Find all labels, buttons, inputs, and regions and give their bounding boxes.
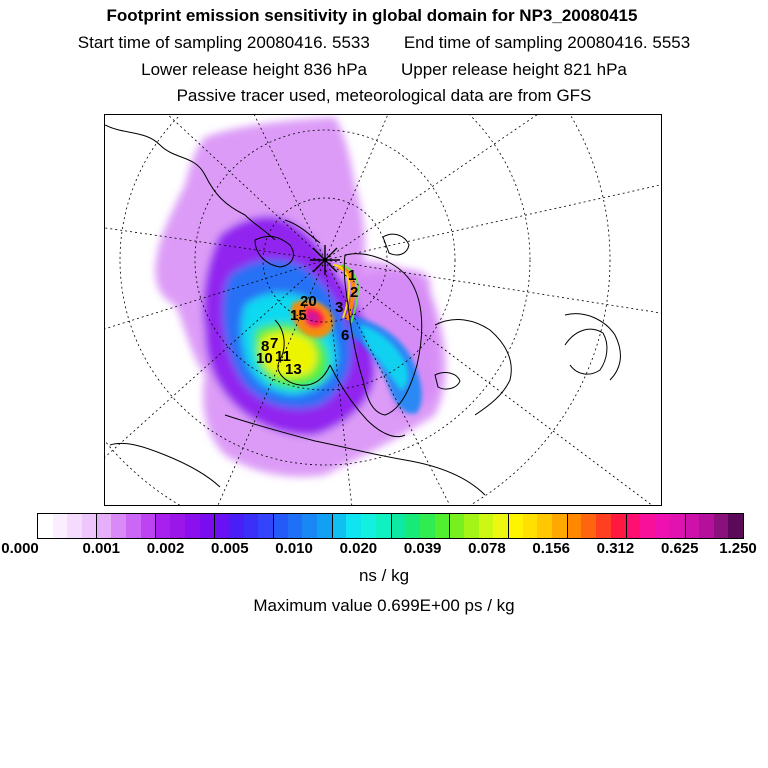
- colorbar-cell: [53, 514, 68, 538]
- trajectory-label: 2: [350, 284, 359, 301]
- colorbar-separator: [567, 514, 568, 538]
- colorbar-tick-label: 0.010: [275, 540, 313, 557]
- colorbar-cell: [111, 514, 126, 538]
- colorbar-tick-label: 0.005: [211, 540, 249, 557]
- colorbar-separator: [685, 514, 686, 538]
- colorbar-cell: [376, 514, 391, 538]
- release-point-marker: [310, 245, 340, 275]
- colorbar-cell: [200, 514, 215, 538]
- colorbar-cell: [523, 514, 538, 538]
- colorbar-cell: [449, 514, 464, 538]
- colorbar-cell: [626, 514, 641, 538]
- colorbar-tick-label: 0.156: [532, 540, 570, 557]
- trajectory-label: 7: [270, 335, 279, 352]
- sampling-times: [0, 33, 768, 53]
- colorbar-tick-label: 0.039: [403, 540, 442, 557]
- colorbar-cell: [82, 514, 97, 538]
- colorbar-cell: [567, 514, 582, 538]
- colorbar-cell: [479, 514, 494, 538]
- colorbar-cell: [699, 514, 714, 538]
- colorbar-cell: [464, 514, 479, 538]
- colorbar-cell: [684, 514, 699, 538]
- colorbar-cell: [714, 514, 729, 538]
- colorbar-separator: [508, 514, 509, 538]
- colorbar-separator: [626, 514, 627, 538]
- colorbar-cell: [728, 514, 743, 538]
- trajectory-label: 6: [341, 327, 350, 344]
- colorbar-cell: [317, 514, 332, 538]
- colorbar-cell: [391, 514, 406, 538]
- colorbar-cell: [97, 514, 112, 538]
- colorbar-separator: [155, 514, 156, 538]
- colorbar-cell: [581, 514, 596, 538]
- colorbar-cell: [141, 514, 156, 538]
- colorbar-cell: [537, 514, 552, 538]
- release-heights: [0, 60, 768, 80]
- trajectory-label: 1: [348, 267, 357, 284]
- colorbar-cell: [170, 514, 185, 538]
- colorbar-cell: [435, 514, 450, 538]
- colorbar-cell: [126, 514, 141, 538]
- trajectory-label: 13: [285, 361, 302, 378]
- colorbar-cell: [156, 514, 171, 538]
- map-canvas: [105, 115, 662, 506]
- coastline-scandinavia: [565, 329, 607, 374]
- lower-release-height: Lower release height 836 hPa: [141, 60, 367, 79]
- colorbar-cell: [229, 514, 244, 538]
- colorbar-cell: [185, 514, 200, 538]
- trajectory-label: 20: [300, 293, 317, 310]
- colorbar-cell: [611, 514, 626, 538]
- colorbar-separator: [391, 514, 392, 538]
- colorbar-cell: [640, 514, 655, 538]
- colorbar-cell: [493, 514, 508, 538]
- colorbar-cell: [214, 514, 229, 538]
- trajectory-label: 3: [335, 299, 344, 316]
- colorbar-cell: [670, 514, 685, 538]
- colorbar-cell: [346, 514, 361, 538]
- colorbar-tick-label: 1.250: [719, 540, 757, 557]
- trajectory-label: 15: [290, 307, 307, 324]
- meridian-line: [325, 175, 662, 260]
- upper-release-height: Upper release height 821 hPa: [401, 60, 627, 79]
- colorbar-cell: [405, 514, 420, 538]
- colorbar-cell: [244, 514, 259, 538]
- trajectory-label: 8: [261, 338, 270, 355]
- start-time: Start time of sampling 20080416. 5533: [77, 33, 370, 52]
- end-time: End time of sampling 20080416. 5553: [403, 33, 691, 52]
- colorbar-tick-label: 0.002: [146, 540, 185, 557]
- colorbar-cell: [420, 514, 435, 538]
- colorbar-cell: [273, 514, 288, 538]
- meridian-line: [325, 115, 595, 260]
- colorbar-tick-label: 0.312: [596, 540, 635, 557]
- colorbar-cell: [288, 514, 303, 538]
- colorbar-separator: [214, 514, 215, 538]
- colorbar-cell: [508, 514, 523, 538]
- colorbar-cell: [258, 514, 273, 538]
- colorbar-separator: [449, 514, 450, 538]
- colorbar-tick-label: 0.001: [82, 540, 121, 557]
- colorbar-cell: [302, 514, 317, 538]
- colorbar-units: ns / kg: [358, 566, 410, 585]
- plot-title: Footprint emission sensitivity in global domain for NP3_20080415: [106, 6, 638, 25]
- colorbar-tick-label: 0.000: [1, 540, 39, 557]
- footprint-map: [104, 114, 662, 506]
- colorbar-cell: [596, 514, 611, 538]
- colorbar: [37, 513, 744, 539]
- coastline-svalbard: [383, 234, 409, 255]
- colorbar-cell: [332, 514, 347, 538]
- tracer-note: Passive tracer used, meteorological data are from GFS: [176, 86, 592, 105]
- colorbar-separator: [273, 514, 274, 538]
- coastline-alaska: [110, 443, 220, 487]
- trajectory-label: 11: [275, 348, 291, 365]
- colorbar-separator: [96, 514, 97, 538]
- colorbar-cell: [655, 514, 670, 538]
- colorbar-tick-label: 0.078: [468, 540, 506, 557]
- colorbar-cell: [552, 514, 567, 538]
- colorbar-separator: [332, 514, 333, 538]
- colorbar-cell: [67, 514, 82, 538]
- trajectory-label: 10: [256, 350, 273, 367]
- colorbar-tick-label: 0.625: [660, 540, 699, 557]
- colorbar-cell: [361, 514, 376, 538]
- colorbar-tick-label: 0.020: [339, 540, 378, 557]
- colorbar-cell: [38, 514, 53, 538]
- maximum-value: Maximum value 0.699E+00 ps / kg: [253, 596, 515, 615]
